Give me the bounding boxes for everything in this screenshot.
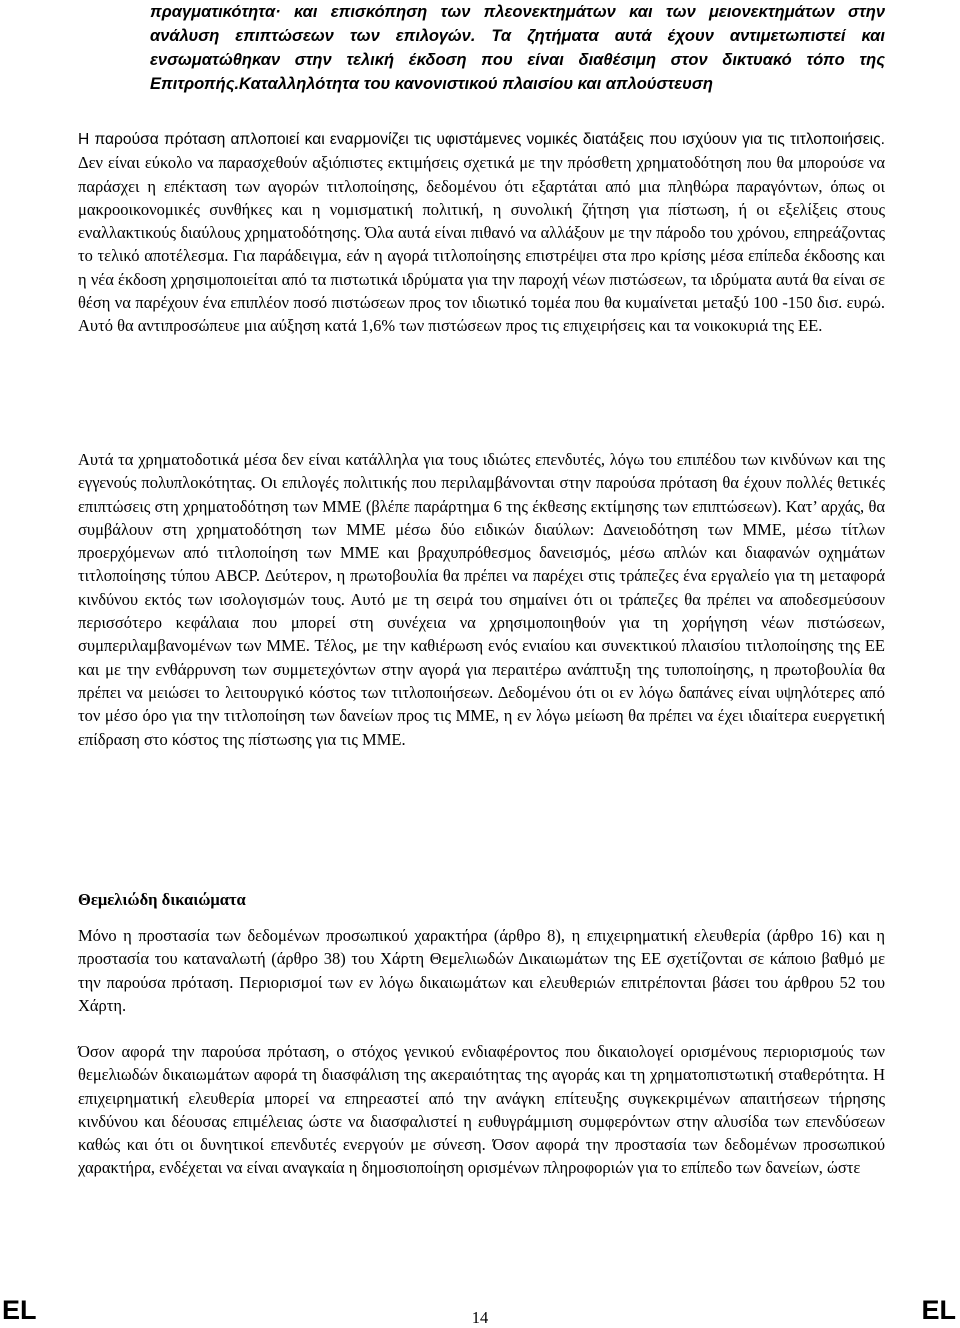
- intro-bold-italic-text: πραγματικότητα· και επισκόπηση των πλεονεκτημάτων και των μειονεκτημάτων στην ανάλυση επιπτώσεων των επιλογών. Τα ζητήματα αυτά έχουν αντιμετωπιστεί και ενσωματώθηκαν στην τελική έκδοση που είναι διαθέσιμη στον δικτυακό τόπο της Επιτροπής.Καταλληλότητα του κανονιστικού πλαισίου και απλούστευση: [150, 3, 885, 93]
- page-number: 14: [471, 1308, 489, 1327]
- paragraph-simplification-rest: Δεν είναι εύκολο να παρασχεθούν αξιόπιστες εκτιμήσεις σχετικά με την πρόσθετη χρηματοδότηση που θα μπορούσε να παράσχει η επέκταση των αγορών τιτλοποίησης, δεδομένου ότι εξαρτάται από μια πληθώρα παραγόντων, όπως οι μακροοικονομικές συνθήκες και η νομισματική πολιτική, η συνολική ζήτηση για πίστωση, ή οι εξελίξεις στους εναλλακτικούς διαύλους χρηματοδότησης. Όλα αυτά είναι πιθανό να αλλάξουν με την πάροδο του χρόνου, επηρεάζοντας το τελικό αποτέλεσμα. Για παράδειγμα, εάν η αγορά τιτλοποίησης επιστρέψει στα προ κρίσης μέσα επίπεδα έκδοσης και η νέα έκδοση χρησιμοποιείται από τα πιστωτικά ιδρύματα για την παροχή νέων πιστώσεων, τα ιδρύματα αυτά θα είναι σε θέση να παρέχουν ένα επιπλέον ποσό πιστώσεων προς τον ιδιωτικό τομέα που θα κυμαίνεται μεταξύ 100 -150 δισ. ευρώ. Αυτό θα αντιπροσώπευε μια αύξηση κατά 1,6% των πιστώσεων προς τις επιχειρήσεις και τα νοικοκυριά της ΕΕ.: [78, 153, 885, 336]
- language-code-right: EL: [921, 1295, 956, 1325]
- paragraph-general-interest: Όσον αφορά την παρούσα πρόταση, ο στόχος γενικού ενδιαφέροντος που δικαιολογεί ορισμένους περιορισμούς των θεμελιωδών δικαιωμάτων αφορά τη διασφάλιση της ακεραιότητας της αγοράς και τη χρηματοπιστωτική σταθερότητα. Η επιχειρηματική ελευθερία μπορεί να επηρεαστεί από την ανάγκη επίτευξης συγκεκριμένων απαιτήσεων τήρησης κινδύνου και δέουσας επιμέλειας ώστε να διασφαλιστεί η ευθυγράμμιση συμφερόντων στην αλυσίδα των επενδύσεων καθώς και ότι οι δυνητικοί επενδυτές ενεργούν με σύνεση. Όσον αφορά την προστασία των δεδομένων προσωπικού χαρακτήρα, ενδέχεται να είναι αναγκαία η δημοσιοποίηση ορισμένων πληροφοριών για το επίπεδο των δανείων, ώστε: [78, 1042, 885, 1178]
- paragraph-simplification: [78, 127, 885, 338]
- paragraph-simplification-lead: Η παρούσα πρόταση απλοποιεί και εναρμονίζει τις υφιστάμενες νομικές διατάξεις που ισχύουν για τις τιτλοποιήσεις.: [78, 131, 885, 148]
- section-heading-fundamental-rights: Θεμελιώδη δικαιώματα: [78, 890, 246, 909]
- paragraph-fundamental-rights: Μόνο η προστασία των δεδομένων προσωπικού χαρακτήρα (άρθρο 8), η επιχειρηματική ελευθερία (άρθρο 16) και η προστασία του καταναλωτή (άρθρο 38) του Χάρτη Θεμελιωδών Δικαιωμάτων της ΕΕ σχετίζονται σε κάποιο βαθμό με την παρούσα πρόταση. Περιορισμοί των εν λόγω δικαιωμάτων και ελευθεριών επιτρέπονται βάσει του άρθρου 52 του Χάρτη.: [78, 926, 885, 1015]
- language-code-left: EL: [2, 1295, 37, 1325]
- paragraph-sme-financing: Αυτά τα χρηματοδοτικά μέσα δεν είναι κατάλληλα για τους ιδιώτες επενδυτές, λόγω του επιπέδου των κινδύνων και της εγγενούς πολυπλοκότητας. Οι επιλογές πολιτικής που περιλαμβάνονται στην παρούσα πρόταση θα έχουν πολλές θετικές επιπτώσεις στη χρηματοδότηση των ΜΜΕ (βλέπε παράρτημα 6 της έκθεσης εκτίμησης των επιπτώσεων). Κατ’ αρχάς, θα συμβάλουν στη χρηματοδότηση των ΜΜΕ μέσω δύο ειδικών διαύλων: Δανειοδότηση των ΜΜΕ, μέσω τίτλων προερχόμενων από τιτλοποίηση των ΜΜΕ και βραχυπρόθεσμος δανεισμός, μέσω απλών και διαφανών οχημάτων τιτλοποίησης τύπου ABCP. Δεύτερον, η πρωτοβουλία θα πρέπει να παρέχει στις τράπεζες ένα εργαλείο για τη μεταφορά κινδύνου εκτός των ισολογισμών τους. Αυτό με τη σειρά του σημαίνει ότι οι τράπεζες θα πρέπει να αποδεσμεύσουν περισσότερο κεφάλαια που μπορεί στη συνέχεια να χρησιμοποιηθούν για τη χορήγηση νέων πιστώσεων, συμπεριλαμβανομένων των ΜΜΕ. Τέλος, με την καθιέρωση ενός ενιαίου και συνεκτικού πλαισίου τιτλοποίησης της ΕΕ και με την ενθάρρυνση των συμμετεχόντων στην αγορά για περαιτέρω ανάπτυξη της τυποποίησης, η πρωτοβουλία θα πρέπει να μειώσει το λειτουργικό κόστος των τιτλοποιήσεων. Δεδομένου ότι οι εν λόγω δαπάνες είναι υψηλότερες από τον μέσο όρο για την τιτλοποίηση των δανείων προς τις ΜΜΕ, η εν λόγω μείωση θα πρέπει να έχει ιδιαίτερα ευεργετική επίδραση στο κόστος της πίστωσης για τις ΜΜΕ.: [78, 450, 885, 749]
